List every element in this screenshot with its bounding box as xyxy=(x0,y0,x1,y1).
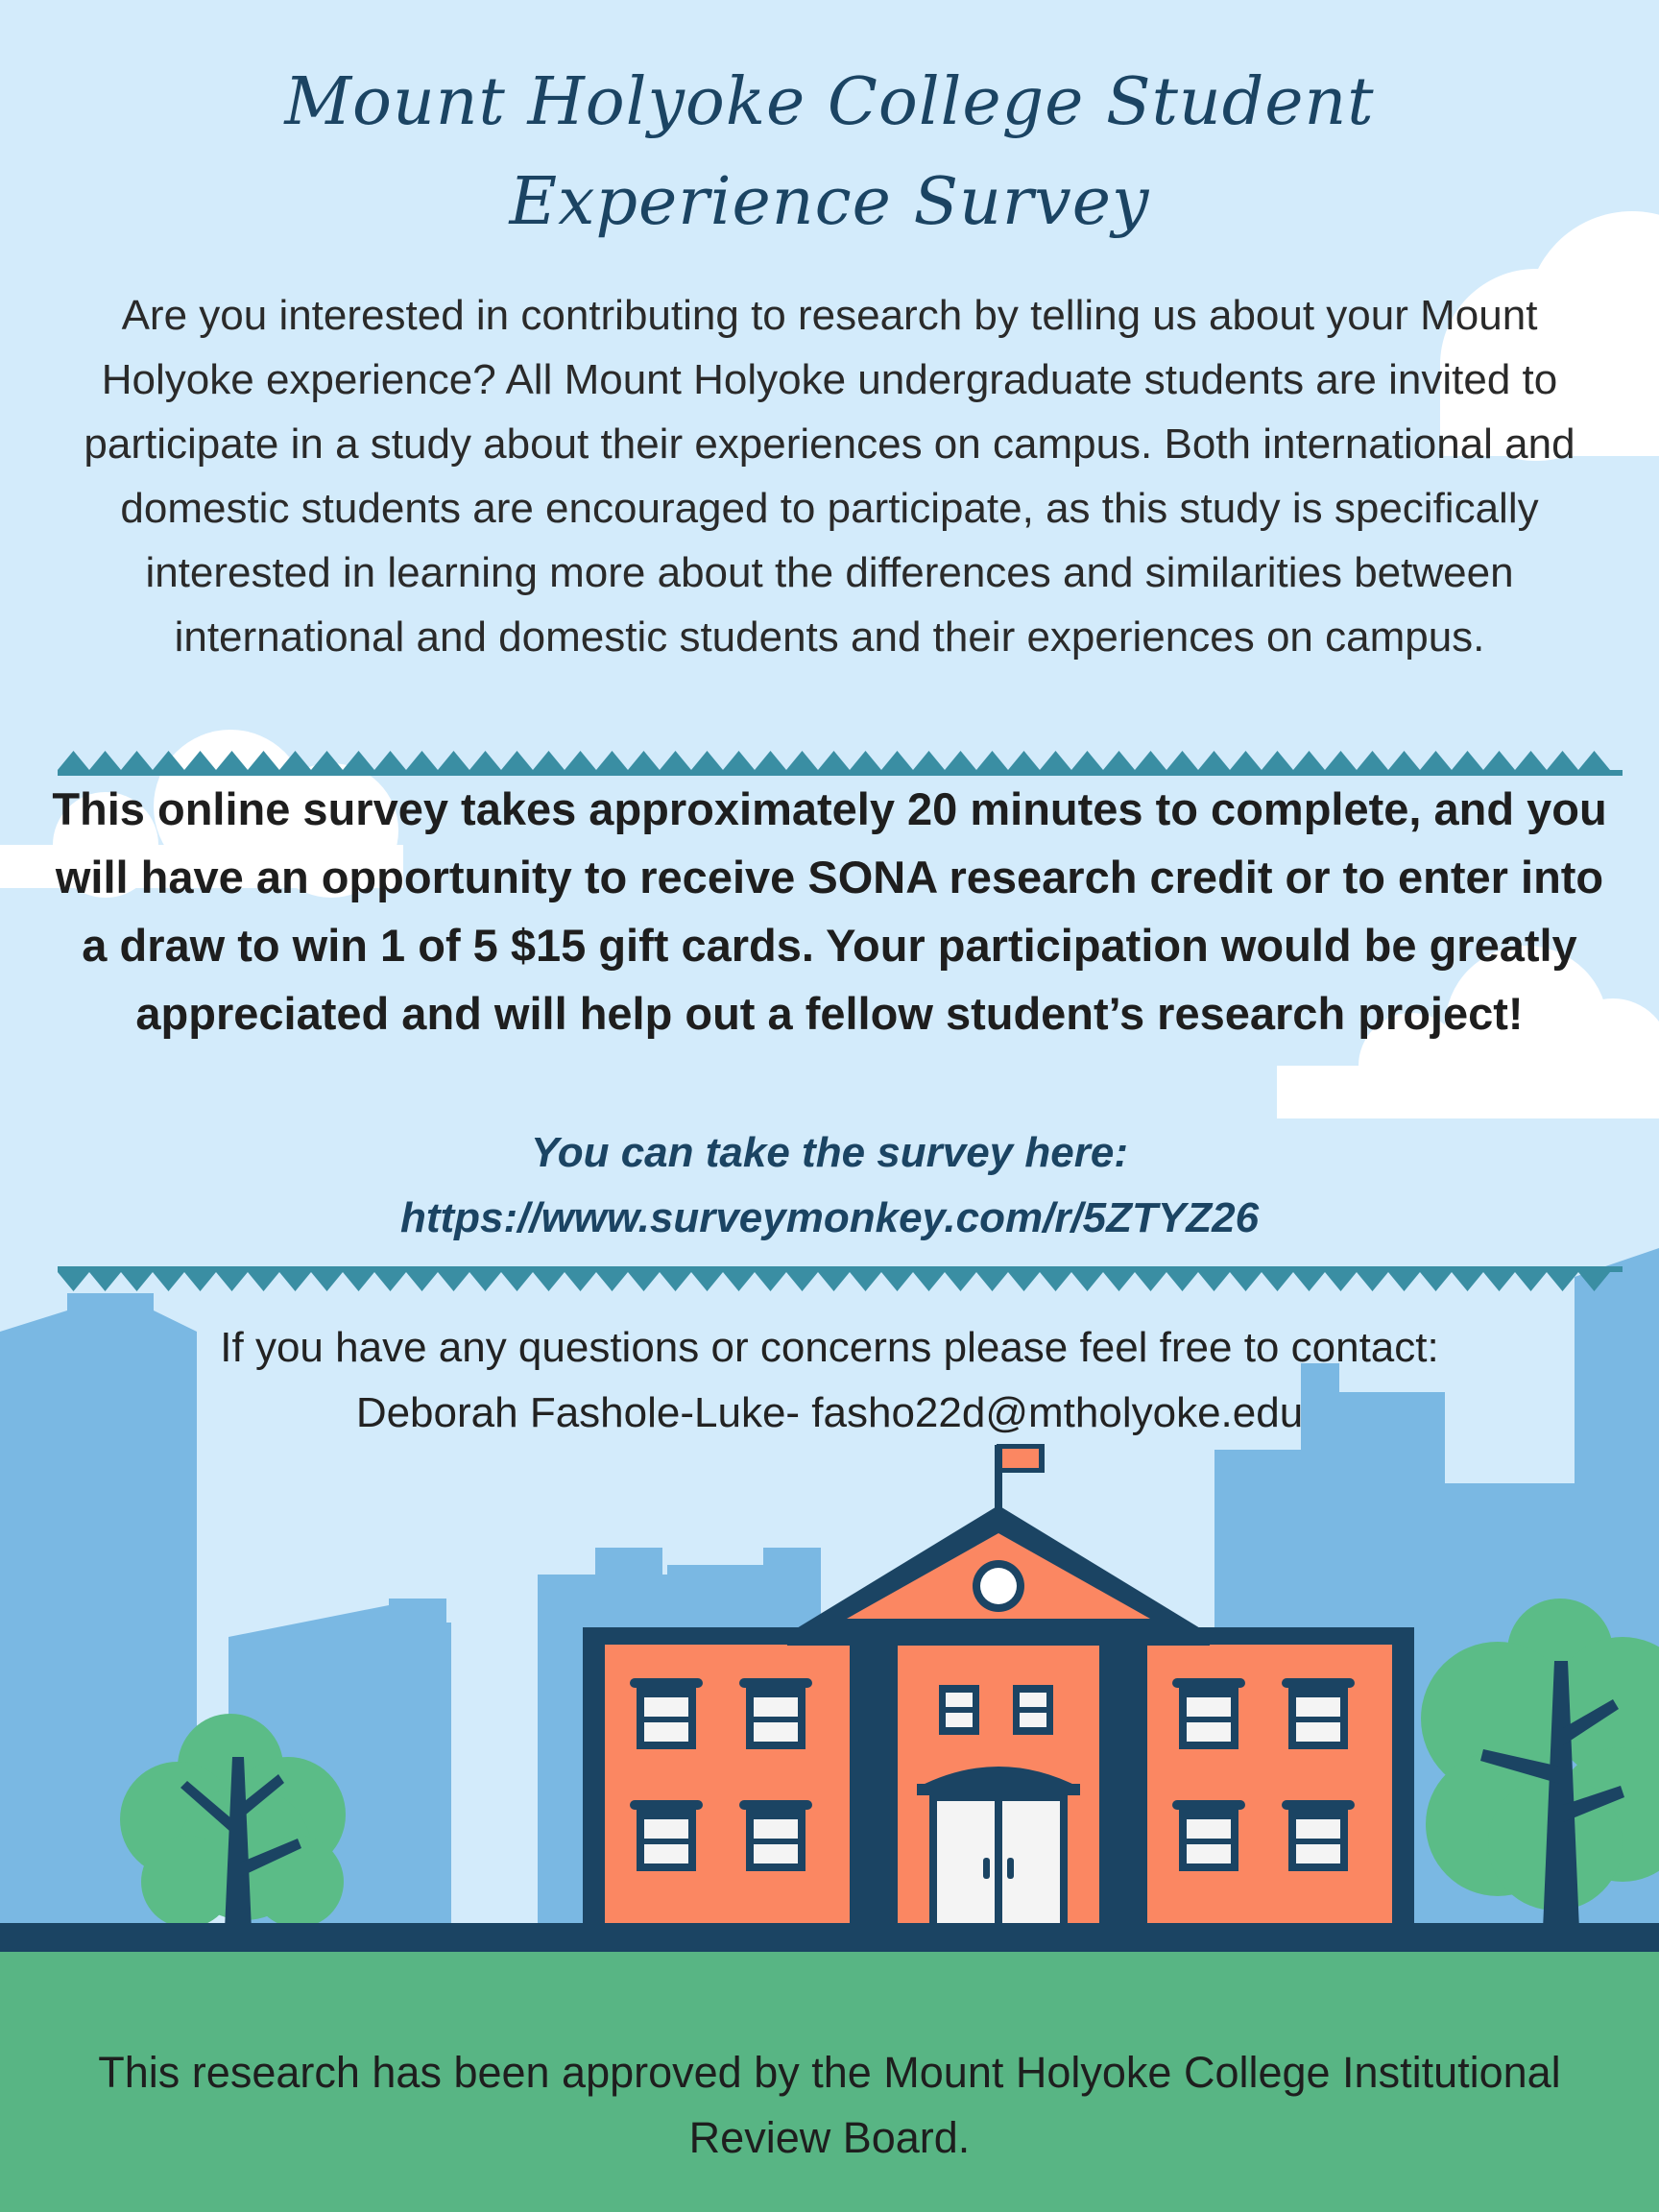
divider-triangles-top xyxy=(58,751,1623,776)
divider-triangle xyxy=(691,1272,723,1291)
divider-triangle xyxy=(1166,751,1198,770)
contact-person[interactable]: Deborah Fashole-Luke- fasho22d@mtholyoke.edu xyxy=(355,1389,1304,1436)
divider-triangle xyxy=(1452,751,1483,770)
divider-triangle xyxy=(121,751,153,770)
divider-triangle xyxy=(1008,751,1040,770)
contact-section xyxy=(96,1315,1563,1446)
irb-approval-note: This research has been approved by the Mount Holyoke College Institutional Review Board. xyxy=(98,2048,1561,2162)
divider-triangle xyxy=(343,751,374,770)
divider-triangle xyxy=(469,1272,501,1291)
divider-triangles-bottom xyxy=(58,1266,1623,1291)
divider-triangle xyxy=(89,1272,121,1291)
divider-triangle xyxy=(153,1272,184,1291)
divider-triangle xyxy=(913,751,945,770)
ground-line xyxy=(0,1923,1659,1952)
divider-triangle xyxy=(311,751,343,770)
divider-triangle xyxy=(1103,751,1135,770)
divider-triangle xyxy=(1547,1272,1578,1291)
divider-triangle xyxy=(216,1272,248,1291)
divider-triangle xyxy=(596,751,628,770)
survey-call-to-action xyxy=(96,1120,1563,1251)
divider-triangle xyxy=(1325,751,1357,770)
divider-triangle xyxy=(1198,751,1230,770)
divider-triangle xyxy=(1357,1272,1388,1291)
divider-triangle xyxy=(755,1272,786,1291)
divider-triangle xyxy=(1357,751,1388,770)
divider-triangle xyxy=(1483,751,1515,770)
divider-triangle xyxy=(1135,1272,1166,1291)
divider-triangle xyxy=(945,751,976,770)
divider-triangle xyxy=(881,751,913,770)
divider-triangle xyxy=(976,751,1008,770)
divider-triangle xyxy=(1388,1272,1420,1291)
divider-triangle xyxy=(850,1272,881,1291)
divider-triangle xyxy=(469,751,501,770)
contact-prompt: If you have any questions or concerns please feel free to contact: xyxy=(220,1324,1439,1371)
divider-triangle xyxy=(786,751,818,770)
divider-triangle xyxy=(628,751,660,770)
survey-link[interactable]: https://www.surveymonkey.com/r/5ZTYZ26 xyxy=(399,1194,1260,1241)
school-door xyxy=(917,1767,1080,1935)
divider-triangle xyxy=(406,751,438,770)
divider-triangle xyxy=(343,1272,374,1291)
divider-triangle xyxy=(1262,1272,1293,1291)
divider-triangle xyxy=(121,1272,153,1291)
divider-triangle xyxy=(1198,1272,1230,1291)
divider-triangle xyxy=(1293,751,1325,770)
divider-triangle xyxy=(881,1272,913,1291)
divider-triangle xyxy=(1515,751,1547,770)
divider-triangle xyxy=(374,751,406,770)
divider-triangle xyxy=(818,751,850,770)
divider-triangle xyxy=(1452,1272,1483,1291)
divider-triangle xyxy=(1071,751,1103,770)
survey-details: This online survey takes approximately 20 minutes to complete, and you will have an opportunity to receive SONA research credit or to enter into a draw to win 1 of 5 $15 gift cards. Your participation would be greatly appreciated and will help out a fellow student’s research project! xyxy=(52,783,1607,1039)
divider-triangle xyxy=(850,751,881,770)
divider-triangle xyxy=(1420,1272,1452,1291)
divider-triangle xyxy=(660,1272,691,1291)
divider-triangle xyxy=(660,751,691,770)
divider-triangle xyxy=(1325,1272,1357,1291)
divider-triangle xyxy=(755,751,786,770)
divider-triangle xyxy=(818,1272,850,1291)
divider-triangle xyxy=(565,1272,596,1291)
divider-triangle xyxy=(1230,751,1262,770)
cta-label: You can take the survey here: xyxy=(531,1129,1128,1176)
divider-triangle xyxy=(374,1272,406,1291)
divider-triangle xyxy=(1388,751,1420,770)
divider-triangle xyxy=(1166,1272,1198,1291)
divider-triangle xyxy=(1230,1272,1262,1291)
divider-triangle xyxy=(58,1272,89,1291)
divider-triangle xyxy=(1135,751,1166,770)
divider-triangle xyxy=(501,1272,533,1291)
divider-triangle xyxy=(691,751,723,770)
divider-triangle xyxy=(723,751,755,770)
divider-triangle xyxy=(438,751,469,770)
divider-triangle xyxy=(1262,751,1293,770)
divider-triangle xyxy=(913,1272,945,1291)
divider-triangle xyxy=(1578,751,1610,770)
divider-triangle xyxy=(438,1272,469,1291)
divider-triangle xyxy=(786,1272,818,1291)
divider-triangle xyxy=(1040,751,1071,770)
page-title: Mount Holyoke College Student Experience Survey xyxy=(284,64,1375,240)
divider-triangle xyxy=(533,751,565,770)
divider-triangle xyxy=(1293,1272,1325,1291)
divider-triangle xyxy=(628,1272,660,1291)
divider-triangle xyxy=(406,1272,438,1291)
divider-triangle xyxy=(1483,1272,1515,1291)
divider-triangle xyxy=(1103,1272,1135,1291)
divider-triangle xyxy=(976,1272,1008,1291)
divider-triangle xyxy=(58,751,89,770)
divider-triangle xyxy=(945,1272,976,1291)
divider-triangle xyxy=(279,1272,311,1291)
divider-triangle xyxy=(1008,1272,1040,1291)
divider-triangle xyxy=(501,751,533,770)
divider-triangle xyxy=(311,1272,343,1291)
divider-triangle xyxy=(565,751,596,770)
divider-triangle xyxy=(1071,1272,1103,1291)
divider-triangle xyxy=(533,1272,565,1291)
divider-triangle xyxy=(1547,751,1578,770)
divider-triangle xyxy=(89,751,121,770)
divider-triangle xyxy=(1040,1272,1071,1291)
divider-triangle xyxy=(723,1272,755,1291)
divider-triangle xyxy=(1515,1272,1547,1291)
divider-triangle xyxy=(184,1272,216,1291)
divider-bar xyxy=(58,1266,1623,1272)
divider-triangle xyxy=(248,1272,279,1291)
divider-triangle xyxy=(596,1272,628,1291)
divider-triangle xyxy=(1420,751,1452,770)
intro-paragraph: Are you interested in contributing to research by telling us about your Mount Holyoke experience? All Mount Holyoke undergraduate students are invited to participate in a study about their experiences on campus. Both international and domestic students are encouraged to participate, as this study is specifically interested in learning more about the differences and similarities between international and domestic students and their experiences on campus. xyxy=(84,292,1575,661)
